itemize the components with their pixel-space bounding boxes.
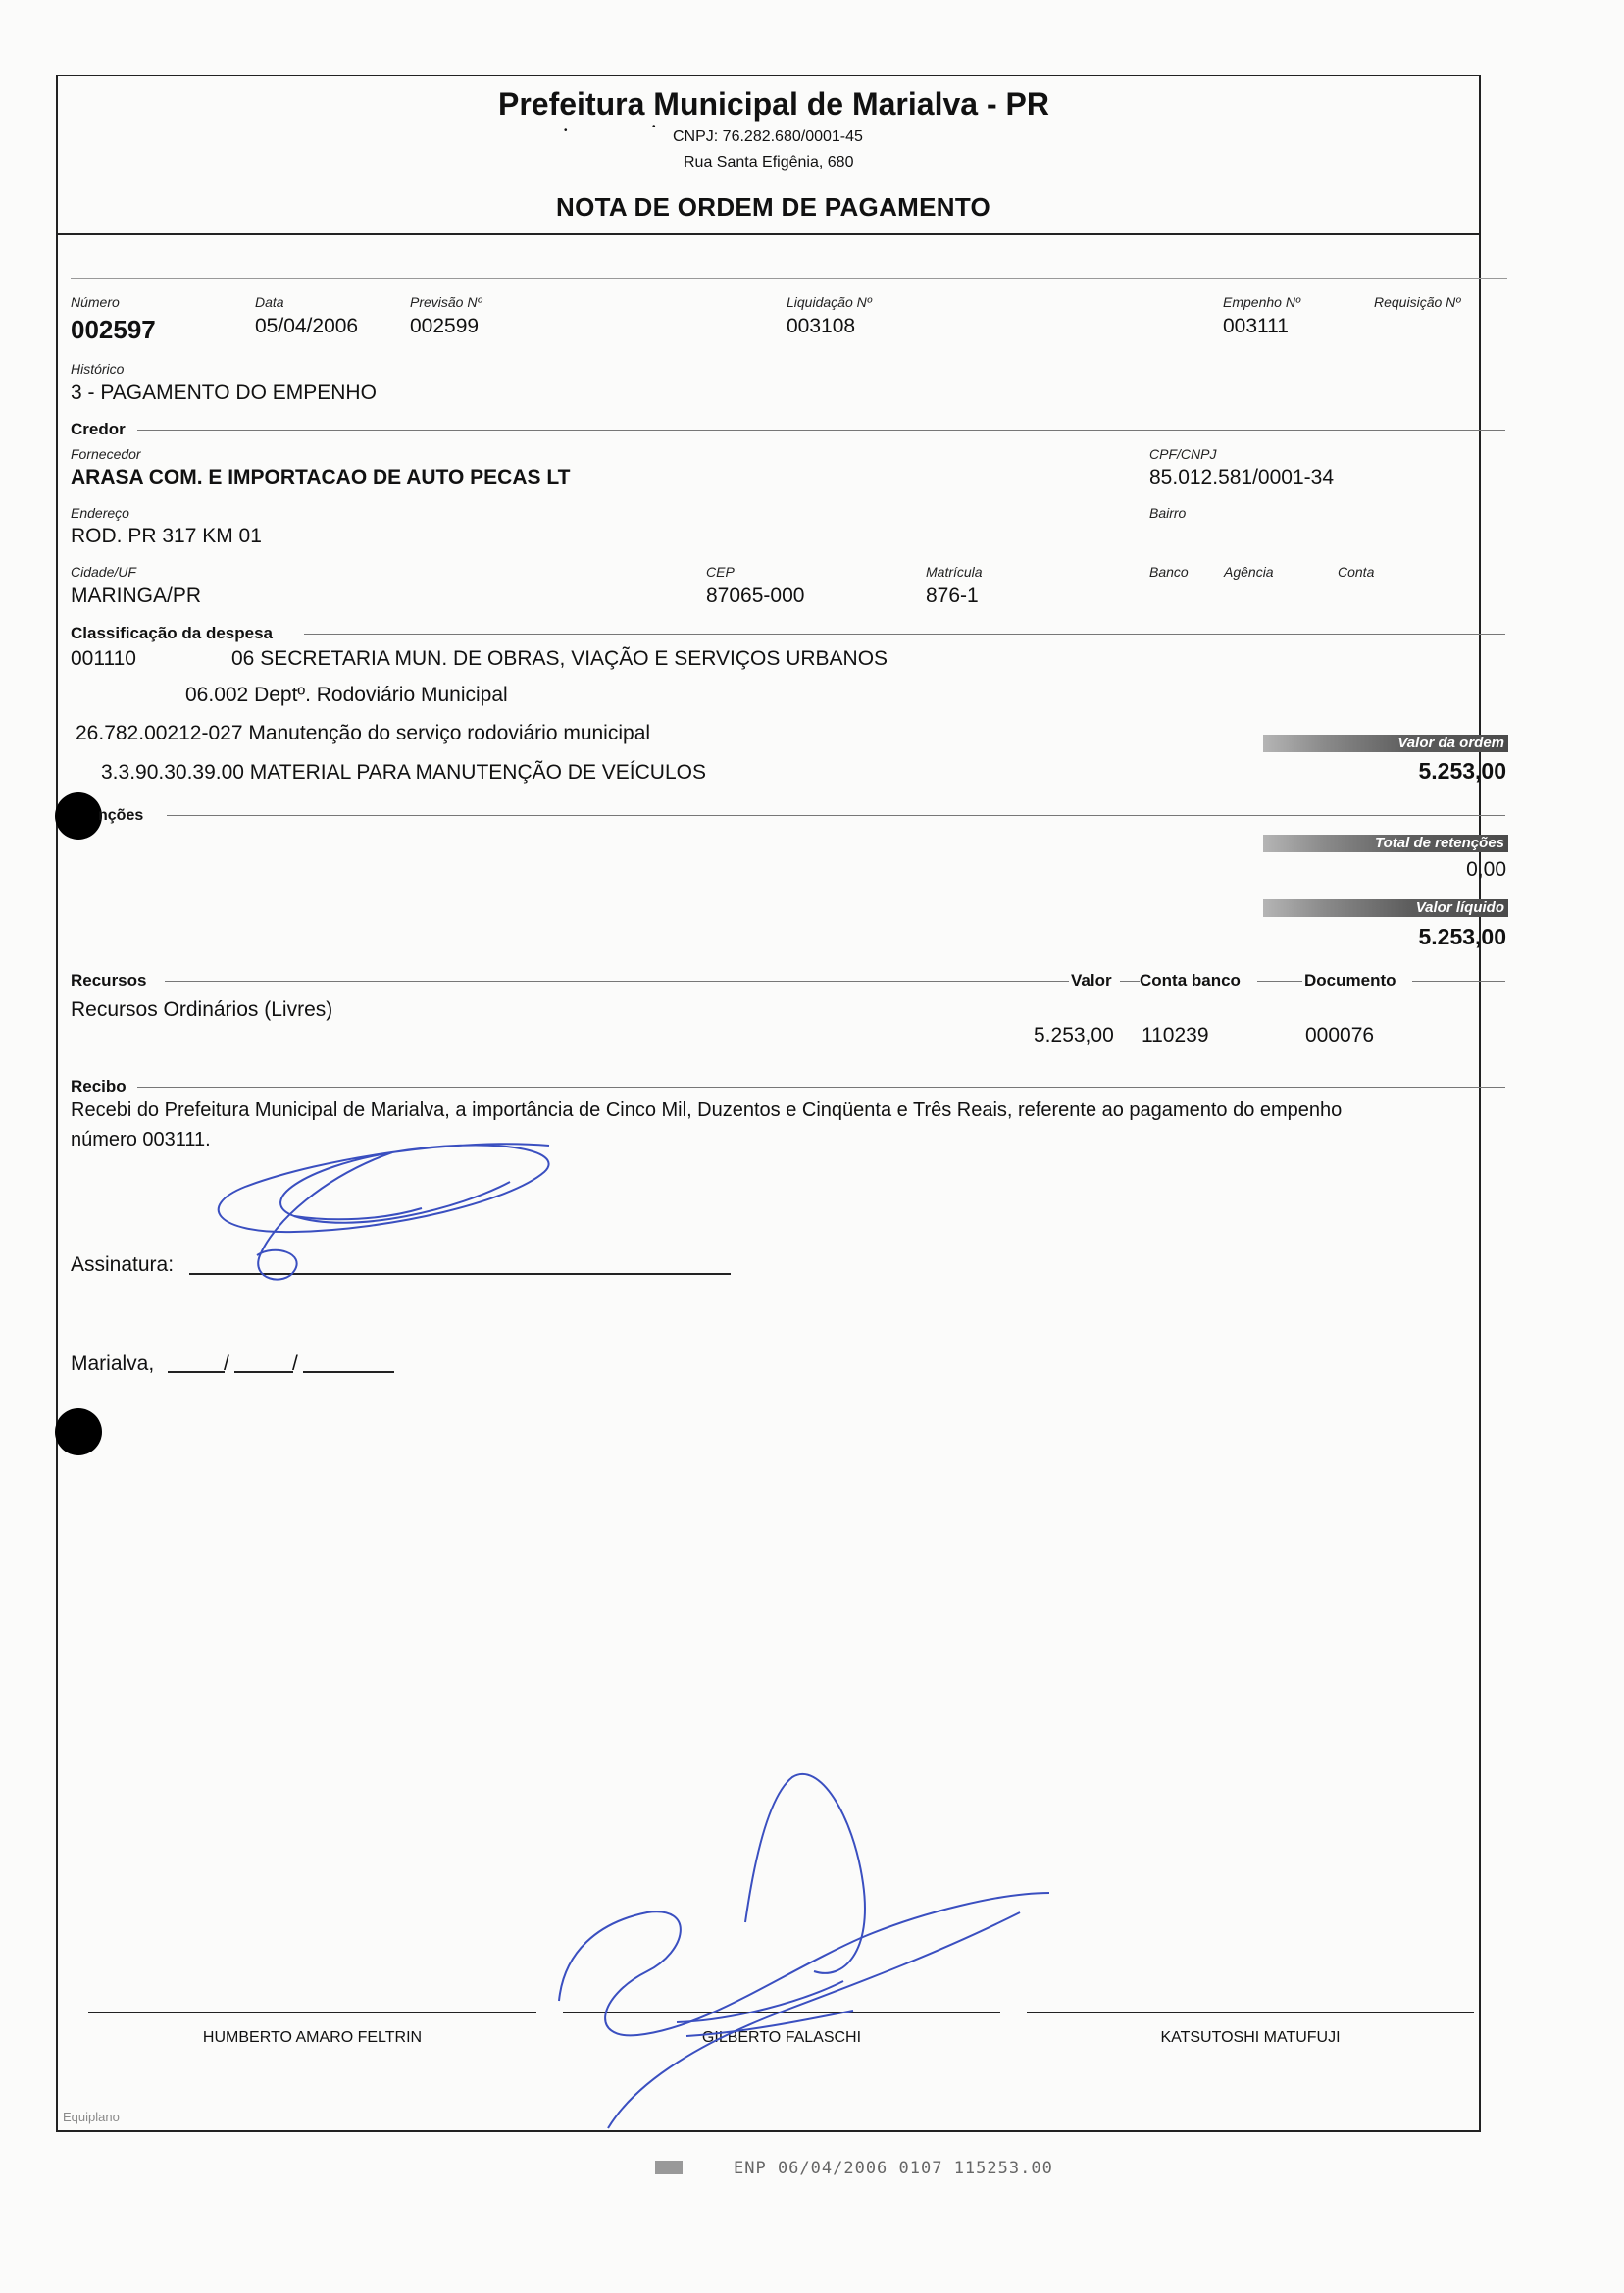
recibo-section-title: Recibo <box>71 1077 127 1096</box>
section-rule <box>167 815 1505 816</box>
endereco-value: ROD. PR 317 KM 01 <box>71 525 262 547</box>
date-slash: / <box>292 1352 298 1375</box>
numero-label: Número <box>71 294 120 310</box>
historico-label: Histórico <box>71 361 125 377</box>
signatory-2: GILBERTO FALASCHI <box>701 2029 862 2046</box>
data-label: Data <box>255 294 284 310</box>
previsao-value: 002599 <box>410 315 480 337</box>
elemento-value: 3.3.90.30.39.00 MATERIAL PARA MANUTENÇÃO DE VEÍCULOS <box>101 761 706 784</box>
assinatura-line <box>189 1273 731 1275</box>
dot-mark: • <box>564 126 568 136</box>
fornecedor-value: ARASA COM. E IMPORTACAO DE AUTO PECAS LT <box>71 466 571 488</box>
date-slash: / <box>224 1352 229 1375</box>
software-credit: Equiplano <box>63 2110 120 2124</box>
date-year-line <box>303 1371 394 1373</box>
empenho-value: 003111 <box>1223 315 1289 337</box>
municipality-title: Prefeitura Municipal de Marialva - PR <box>498 86 1049 122</box>
historico-value: 3 - PAGAMENTO DO EMPENHO <box>71 382 377 404</box>
bairro-label: Bairro <box>1149 505 1187 521</box>
section-rule <box>137 1087 1505 1088</box>
signatory-1: HUMBERTO AMARO FELTRIN <box>202 2029 423 2046</box>
retencoes-section-title: nções <box>98 807 144 824</box>
classificacao-section-title: Classificação da despesa <box>71 624 274 642</box>
recursos-valor: 5.253,00 <box>1034 1024 1114 1046</box>
liquidacao-label: Liquidação Nº <box>787 294 872 310</box>
punch-hole-mark <box>55 1408 102 1455</box>
programa-value: 26.782.00212-027 Manutenção do serviço rodoviário municipal <box>76 722 651 744</box>
classificacao-code: 001110 <box>71 647 136 670</box>
recursos-conta-label: Conta banco <box>1140 971 1241 990</box>
cidade-label: Cidade/UF <box>71 564 136 580</box>
date-month-line <box>234 1371 293 1373</box>
total-retencoes-value: 0,00 <box>1466 858 1506 881</box>
requisicao-label: Requisição Nº <box>1374 294 1461 310</box>
section-rule <box>1257 981 1302 982</box>
previsao-label: Previsão Nº <box>410 294 482 310</box>
total-retencoes-label: Total de retenções <box>1263 835 1508 852</box>
protocol-stamp: ENP 06/04/2006 0107 115253.00 <box>734 2159 1053 2178</box>
conta-label: Conta <box>1338 564 1375 580</box>
local-label: Marialva, <box>71 1352 155 1375</box>
endereco-label: Endereço <box>71 505 129 521</box>
fornecedor-label: Fornecedor <box>71 446 141 462</box>
address-text: Rua Santa Efigênia, 680 <box>684 154 854 171</box>
recursos-section-title: Recursos <box>71 971 147 990</box>
punch-hole-mark <box>55 792 102 840</box>
cpf-label: CPF/CNPJ <box>1149 446 1217 462</box>
recursos-descricao: Recursos Ordinários (Livres) <box>71 998 333 1021</box>
liquidacao-value: 003108 <box>787 315 856 337</box>
date-day-line <box>168 1371 225 1373</box>
recibo-text-line2: número 003111. <box>71 1129 211 1150</box>
assinatura-label: Assinatura: <box>71 1253 175 1276</box>
matricula-value: 876-1 <box>926 585 979 607</box>
recursos-conta: 110239 <box>1142 1024 1209 1046</box>
signature-line-3 <box>1027 2012 1474 2013</box>
section-rule <box>1412 981 1505 982</box>
recibo-text-line1: Recebi do Prefeitura Municipal de Marialva, a importância de Cinco Mil, Duzentos e Cinqüenta e Três Reais, referente ao pagamento do empenho <box>71 1099 1343 1121</box>
barcode-mark <box>655 2161 683 2174</box>
valor-liquido-value: 5.253,00 <box>1418 924 1506 949</box>
cep-label: CEP <box>706 564 735 580</box>
numero-value: 002597 <box>71 315 156 344</box>
signature-line-1 <box>88 2012 536 2013</box>
departamento-value: 06.002 Deptº. Rodoviário Municipal <box>185 684 508 706</box>
row-divider <box>71 278 1507 279</box>
section-rule <box>165 981 1069 982</box>
valor-ordem-label: Valor da ordem <box>1263 735 1508 752</box>
header-separator <box>56 233 1481 235</box>
cpf-value: 85.012.581/0001-34 <box>1149 466 1335 488</box>
secretaria-value: 06 SECRETARIA MUN. DE OBRAS, VIAÇÃO E SERVIÇOS URBANOS <box>231 647 888 670</box>
empenho-label: Empenho Nº <box>1223 294 1301 310</box>
recursos-documento: 000076 <box>1305 1024 1375 1046</box>
valor-ordem-value: 5.253,00 <box>1418 758 1506 784</box>
dot-mark: • <box>652 122 656 132</box>
recursos-valor-label: Valor <box>1071 971 1112 990</box>
cnpj-text: CNPJ: 76.282.680/0001-45 <box>673 128 863 145</box>
matricula-label: Matrícula <box>926 564 983 580</box>
recursos-documento-label: Documento <box>1304 971 1396 990</box>
banco-label: Banco <box>1149 564 1189 580</box>
signature-line-2 <box>563 2012 1000 2013</box>
valor-liquido-label: Valor líquido <box>1263 899 1508 917</box>
signatory-3: KATSUTOSHI MATUFUJI <box>1160 2029 1341 2046</box>
section-rule <box>137 430 1505 431</box>
section-rule <box>1120 981 1140 982</box>
document-title: NOTA DE ORDEM DE PAGAMENTO <box>556 192 991 222</box>
cep-value: 87065-000 <box>706 585 805 607</box>
credor-section-title: Credor <box>71 420 126 438</box>
data-value: 05/04/2006 <box>255 315 359 337</box>
section-rule <box>304 634 1505 635</box>
agencia-label: Agência <box>1224 564 1274 580</box>
cidade-value: MARINGA/PR <box>71 585 202 607</box>
